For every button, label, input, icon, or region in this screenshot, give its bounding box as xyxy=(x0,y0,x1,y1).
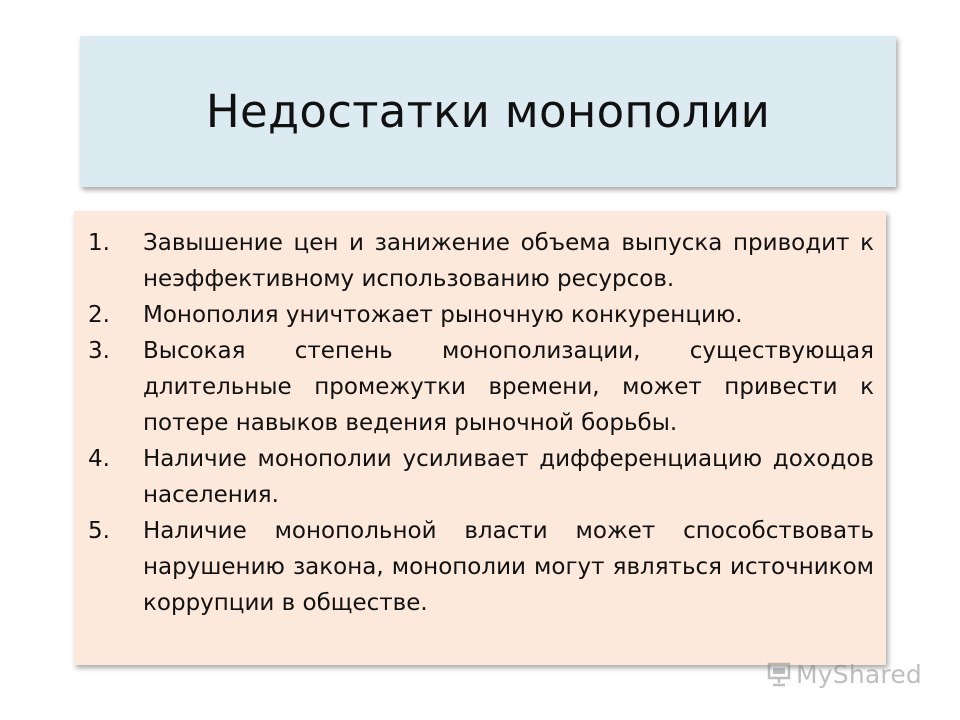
list-item-text: Наличие монопольной власти может способствовать нарушению закона, монополии могут являться источником коррупции в обществе. xyxy=(143,518,874,616)
list-item-number: 1. xyxy=(88,230,110,256)
drawbacks-list xyxy=(88,225,874,621)
list-item-text: Завышение цен и занижение объема выпуска приводит к неэффективному использованию ресурсов. xyxy=(143,230,874,292)
list-item-number: 4. xyxy=(88,446,110,472)
list-item-text: Наличие монополии усиливает дифференциацию доходов населения. xyxy=(143,446,874,508)
list-item-number: 3. xyxy=(88,338,110,364)
title-box xyxy=(80,36,896,187)
list-item xyxy=(88,441,874,513)
watermark-text: MyShared xyxy=(796,659,922,689)
list-item xyxy=(88,297,874,333)
list-item-text: Высокая степень монополизации, существующая длительные промежутки времени, может привести к потере навыков ведения рыночной борьбы. xyxy=(143,338,874,436)
list-item-number: 5. xyxy=(88,518,110,544)
content-box xyxy=(74,211,886,665)
list-item xyxy=(88,225,874,297)
watermark xyxy=(766,656,922,692)
list-item-number: 2. xyxy=(88,302,110,328)
list-item xyxy=(88,333,874,441)
presentation-board-icon xyxy=(766,661,792,687)
list-item-text: Монополия уничтожает рыночную конкуренцию. xyxy=(143,302,743,328)
list-item xyxy=(88,513,874,621)
slide-title: Недостатки монополии xyxy=(205,85,771,138)
